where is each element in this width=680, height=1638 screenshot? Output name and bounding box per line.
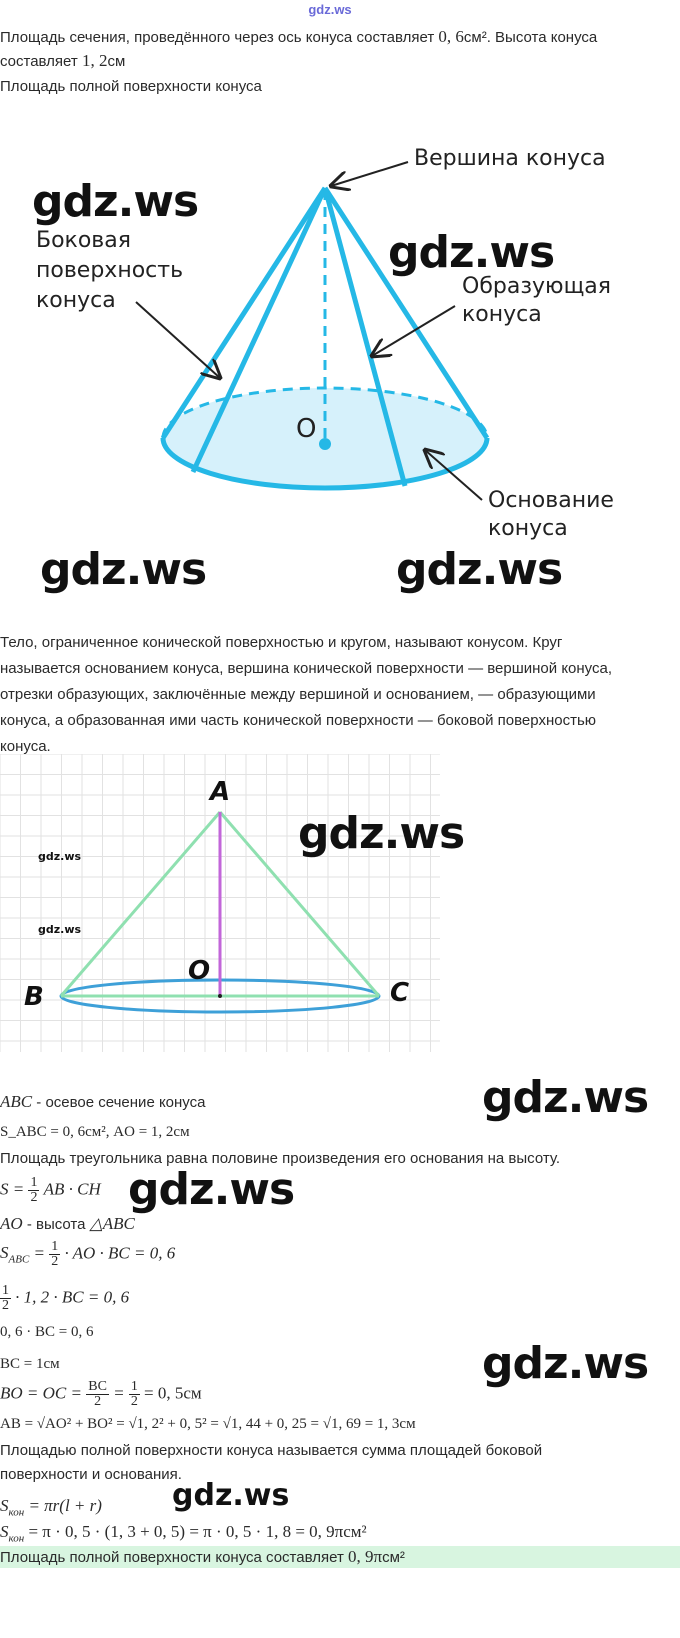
- solution-line-6: [0, 1240, 175, 1269]
- answer-row: [0, 1546, 680, 1568]
- answer-value: 0, 9π: [347, 1547, 383, 1566]
- lateral-label-line: Боковая: [36, 228, 131, 253]
- definition-line: конуса.: [0, 738, 51, 755]
- lateral-label-line: поверхность: [36, 258, 184, 283]
- apex-label: Вершина конуса: [414, 146, 606, 171]
- watermark: gdz.ws: [128, 1164, 295, 1215]
- watermark: gdz.ws: [38, 923, 82, 936]
- math-expr: ABC: [0, 1092, 33, 1111]
- watermark: gdz.ws: [172, 1478, 290, 1513]
- math-expr: · AO · BC = 0, 6: [64, 1243, 176, 1263]
- watermark: gdz.ws: [482, 1072, 649, 1123]
- base-label-line: Основание: [488, 488, 614, 513]
- solution-line-4: [0, 1176, 101, 1205]
- math-expr: S =: [0, 1179, 29, 1199]
- math-expr: AO: [0, 1214, 23, 1233]
- lateral-label-line: конуса: [36, 288, 116, 313]
- watermark: gdz.ws: [40, 544, 207, 595]
- task-line-2: [0, 48, 125, 75]
- solution-line-12: Площадью полной поверхности конуса называется сумма площадей боковой: [0, 1442, 543, 1459]
- answer-unit: см²: [382, 1549, 405, 1566]
- label-B: B: [24, 982, 44, 1012]
- point-O: [218, 994, 222, 998]
- math-expr: $S_{кон}$: [0, 1522, 25, 1545]
- solution-line-15: [0, 1522, 367, 1544]
- solution-line-8: 0, 6 · BC = 0, 6: [0, 1324, 94, 1340]
- math-expr: △ABC: [89, 1214, 135, 1233]
- math-expr: = πr(l + r): [24, 1496, 102, 1515]
- definition-line: называется основанием конуса, вершина конической поверхности — вершиной конуса,: [0, 660, 613, 677]
- center-label: O: [296, 414, 317, 444]
- solution-line-2: S_ABC = 0, 6см², AO = 1, 2см: [0, 1124, 190, 1140]
- watermark: gdz.ws: [388, 227, 555, 278]
- solution-line-5: [0, 1214, 135, 1234]
- base-label-line: конуса: [488, 516, 568, 541]
- math-expr: = π · 0, 5 · (1, 3 + 0, 5) = π · 0, 5 · 1, 8 = 0, 9πсм²: [24, 1522, 367, 1541]
- solution-text: - осевое сечение конуса: [32, 1094, 206, 1111]
- lateral-label: [36, 226, 183, 316]
- generatrix-label: [462, 273, 611, 329]
- task-text: см². Высота конуса: [463, 29, 598, 46]
- label-O: O: [188, 956, 211, 986]
- fraction-bc-2: $\frac{BC}{2}$: [88, 1379, 107, 1409]
- solution-line-7: [0, 1284, 129, 1313]
- watermark: gdz.ws: [396, 544, 563, 595]
- fraction-half: $\frac{1}{2}$: [30, 1175, 38, 1205]
- height-value: 1, 2: [81, 51, 108, 70]
- solution-line-13: поверхности и основания.: [0, 1466, 182, 1483]
- math-expr: = 0, 5см: [144, 1383, 202, 1403]
- solution-line-9: BC = 1см: [0, 1356, 60, 1372]
- math-expr: =: [113, 1383, 129, 1403]
- fraction-half: $\frac{1}{2}$: [2, 1283, 9, 1313]
- watermark: gdz.ws: [32, 176, 199, 227]
- task-line-3: Площадь полной поверхности конуса: [0, 78, 262, 95]
- definition-line: отрезки образующих, заключённые между вершиной и основанием, — образующими: [0, 686, 596, 703]
- watermark: gdz.ws: [298, 808, 465, 859]
- watermark: gdz.ws: [482, 1338, 649, 1389]
- label-A: A: [210, 777, 231, 807]
- label-C: C: [390, 978, 410, 1008]
- math-expr: AB · CH: [43, 1179, 101, 1199]
- generatrix-label-line: конуса: [462, 302, 542, 327]
- solution-line-3: Площадь треугольника равна половине произведения его основания на высоту.: [0, 1150, 561, 1167]
- solution-line-1: [0, 1092, 205, 1112]
- task-line-1: [0, 24, 597, 51]
- definition-line: конуса, а образованная ими часть конической поверхности — боковой поверхностью: [0, 712, 597, 729]
- math-expr: $S_{ABC}$: [0, 1243, 30, 1266]
- task-text: Площадь сечения, проведённого через ось конуса составляет: [0, 29, 439, 46]
- task-text: см: [107, 53, 126, 70]
- generatrix-label-line: Образующая: [462, 274, 612, 299]
- solution-line-11: AB = √AO² + BO² = √1, 2² + 0, 5² = √1, 44 + 0, 25 = √1, 69 = 1, 3см: [0, 1416, 416, 1432]
- definition-paragraph: [0, 630, 680, 760]
- answer-text: Площадь полной поверхности конуса составляет: [0, 1549, 348, 1566]
- fraction-half: $\frac{1}{2}$: [51, 1239, 59, 1269]
- math-expr: =: [29, 1243, 50, 1263]
- solution-text: - высота: [22, 1216, 90, 1233]
- watermark: gdz.ws: [38, 850, 82, 863]
- definition-line: Тело, ограниченное конической поверхностью и кругом, называют конусом. Круг: [0, 634, 563, 651]
- base-label: [488, 487, 614, 543]
- task-text: составляет: [0, 53, 82, 70]
- site-header-link[interactable]: gdz.ws: [308, 2, 352, 17]
- area-value: 0, 6: [438, 27, 464, 46]
- math-expr: · 1, 2 · BC = 0, 6: [15, 1287, 130, 1307]
- fraction-half: $\frac{1}{2}$: [130, 1379, 138, 1409]
- math-expr: $S_{кон}$: [0, 1496, 25, 1519]
- solution-line-14: [0, 1496, 102, 1518]
- cone-center-point: [319, 438, 331, 450]
- solution-line-10: [0, 1380, 202, 1409]
- math-expr: BO = OC =: [0, 1383, 87, 1403]
